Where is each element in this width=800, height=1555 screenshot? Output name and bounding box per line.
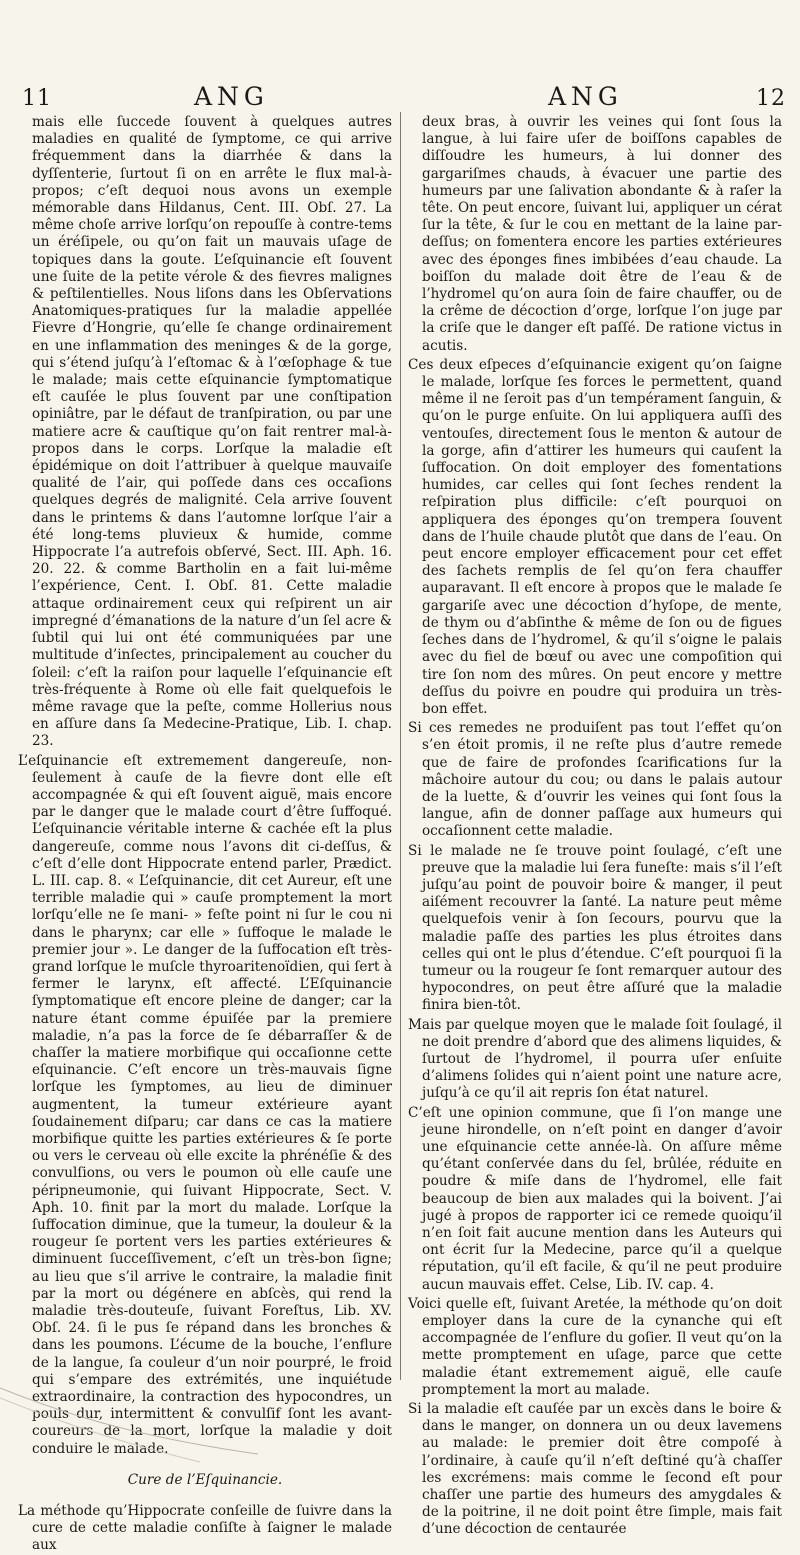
right-page-number: 12 [756, 86, 786, 111]
left-running-head: ANG [194, 82, 269, 111]
left-column [18, 114, 392, 1555]
paragraph: Si le malade ne ſe trouve point ſoulagé, c’eſt une preuve que la maladie lui ſera funeſte: mais s’il l’eſt juſqu’au point de pouvoir boire & manger, il peut aiſément recouvrer la ſanté. La nature peut même quelquefois venir à ſon ſecours, pourvu que la maladie paſſe des parties les plus étroites dans celles qui ont le plus d’étendue. C’eſt pourquoi ſi la tumeur ou la rougeur ſe ſont remarquer autour des hypocondres, on peut être aſſuré que la maladie finira bien-tôt. [408, 842, 782, 1014]
paragraph: C’eſt une opinion commune, que ſi l’on mange une jeune hirondelle, on n’eſt point en danger d’avoir une eſquinancie cette année-là. On aſſure même qu’étant conſervée dans du ſel, brûlée, réduite en poudre & miſe dans de l’hydromel, elle fait beaucoup de bien aux malades qui la boivent. J’ai jugé à propos de rapporter ici ce remede quoiqu’il n’en ſoit fait aucune mention dans les Auteurs qui ont écrit ſur la Medecine, parce qu’il a quelque réputation, qu’il eſt facile, & qu’il ne peut produire aucun mauvais effet. Celse, Lib. IV. cap. 4. [408, 1104, 782, 1293]
paragraph: Si ces remedes ne produiſent pas tout l’effet qu’on s’en étoit promis, il ne reſte plus d’autre remede que de faire de profondes ſcarifications ſur la mâchoire autour du cou; ou dans le palais autour de la luette, & d’ouvrir les veines qui ſont ſous la langue, afin de donner paſſage aux humeurs qui occaſionnent cette maladie. [408, 720, 782, 840]
right-running-head: ANG [548, 82, 623, 111]
left-page-number: 11 [22, 86, 52, 111]
paragraph: Voici quelle eſt, ſuivant Aretée, la méthode qu’on doit employer dans la cure de la cynanche qui eſt accompagnée de l’enflure du goſier. Il veut qu’on la mette promptement en uſage, parce que cette maladie étant extremement aiguë, elle cauſe promptement la mort au malade. [408, 1295, 782, 1398]
paragraph: Ces deux eſpeces d’eſquinancie exigent qu’on ſaigne le malade, lorſque ſes forces le permettent, quand même il ne ſeroit pas d’un tempérament ſanguin, & qu’on le purge enſuite. On lui appliquera auſſi des ventouſes, directement ſous le menton & autour de la gorge, afin d’attirer les humeurs qui cauſent la ſuffocation. On doit employer des fomentations humides, car celles qui ſont ſeches rendent la reſpiration plus difficile: c’eſt pourquoi on appliquera des éponges qu’on trempera ſouvent dans de l’huile chaude plutôt que dans de l’eau. On peut encore employer efficacement pour cet effet des ſachets remplis de ſel qu’on fera chauffer auparavant. Il eſt encore à propos que le malade ſe gargariſe avec une décoction d’hyſope, de mente, de thym ou d’abſinthe & même de ſon ou de figues ſeches dans de l’hydromel, & qu’il s’oigne le palais avec du fiel de bœuf ou avec une compoſition qui tire ſon nom des mûres. On peut encore y mettre deſſus du poivre en poudre qui produira un très-bon effet. [408, 356, 782, 717]
paper-crease-mark [0, 1384, 260, 1464]
paragraph: L’eſquinancie eſt extremement dangereuſe, non-ſeulement à cauſe de la fievre dont elle eſt accompagnée & qui eſt ſouvent aiguë, mais encore par le danger que le malade court d’être ſuffoqué. L’eſquinancie véritable interne & cachée eſt la plus dangereuſe, comme nous l’avons dit ci-deſſus, & c’eſt d’elle dont Hippocrate entend parler, Prædict. L. III. cap. 8. « L’eſquinancie, dit cet Aureur, eſt une terrible maladie qui » cauſe promptement la mort lorſqu’elle ne ſe mani- » feſte point ni ſur le cou ni dans le pharynx; car elle » ſuffoque le malade le premier jour ». Le danger de la ſuffocation eſt très-grand lorſque le muſcle thyroaritenoïdien, qui ſert à fermer le larynx, eſt affecté. L’Eſquinancie ſymptomatique eſt encore pleine de danger; car la nature étant comme épuiſée par la premiere maladie, n’a pas la force de ſe débarraſſer & de chaſſer la matiere morbifique qui occaſionne cette eſquinancie. C’eſt encore un très-mauvais ſigne lorſque les ſymptomes, au lieu de diminuer augmentent, la tumeur extérieure ayant ſoudainement diſparu; car dans ce cas la matiere morbifique quitte les parties extérieures & ſe porte ou vers le cerveau où elle excite la phrénéſie & des convulſions, ou vers le poumon où elle cauſe une péripneumonie, qui ſuivant Hippocrate, Sect. V. Aph. 10. finit par la mort du malade. Lorſque la ſuffocation diminue, que la tumeur, la douleur & la rougeur ſe portent vers les parties extérieures & diminuent ſucceſſivement, c’eſt un très-bon ſigne; au lieu que s’il arrive le contraire, la maladie finit par la mort ou dégénere en abſcès, qui rend la maladie très-douteuſe, ſuivant Foreſtus, Lib. XV. Obſ. 24. ſi le pus ſe répand dans les bronches & dans les poumons. L’écume de la bouche, l’enflure de la langue, ſa couleur d’un noir pourpré, le froid qui s’empare des extrémités, une inquiétude extraordinaire, la contraction des hypocondres, un pouls dur, intermittent & convulſif ſont les avant-coureurs de la mort, lorſque la maladie y doit conduire le malade. [18, 752, 392, 1457]
paragraph: Mais par quelque moyen que le malade ſoit ſoulagé, il ne doit prendre d’abord que des alimens liquides, & ſurtout de l’hydromel, il pourra uſer enſuite d’alimens ſolides qui n’aient point une nature acre, juſqu’à ce qu’il ait repris ſon état naturel. [408, 1016, 782, 1102]
page-header [0, 82, 800, 114]
paragraph: La méthode qu’Hippocrate conſeille de ſuivre dans la cure de cette maladie conſiſte à ſaigner le malade aux [18, 1503, 392, 1554]
paragraph: Si la maladie eſt cauſée par un excès dans le boire & dans le manger, on donnera un ou deux lavemens au malade: le premier doit être compoſé à l’ordinaire, à cauſe qu’il n’eſt deſtiné qu’à chaſſer les excrémens: mais comme le ſecond eſt pour chaſſer une partie des humeurs des amygdales & de la poitrine, il ne doit point être ſimple, mais fait d’une décoction de centaurée [408, 1401, 782, 1538]
section-heading: Cure de l’Eſquinancie. [127, 1471, 283, 1488]
paragraph: mais elle ſuccede ſouvent à quelques autres maladies en qualité de ſymptome, ce qui arrive fréquemment dans la diarrhée & dans la dyſſenterie, ſurtout ſi on en arrête le flux mal-à-propos; c’eſt dequoi nous avons un exemple mémorable dans Hildanus, Cent. III. Obſ. 27. La même choſe arrive lorſqu’on repouſſe à contre-tems un éréſipele, ou qu’on fait un mauvais uſage de topiques dans la goute. L’eſquinancie eſt ſouvent une ſuite de la petite vérole & des fievres malignes & peſtilentielles. Nous liſons dans les Obſervations Anatomiques-pratiques ſur la maladie appellée Fievre d’Hongrie, qu’elle ſe change ordinairement en une inflammation des meninges & de la gorge, qui s’étend juſqu’à l’eſtomac & à l’œſophage & tue le malade; mais cette eſquinancie ſymptomatique eſt cauſée le plus ſouvent par une conſtipation opiniâtre, par le défaut de tranſpiration, ou par une matiere acre & cauſtique qu’on fait rentrer mal-à-propos dans le corps. Lorſque la maladie eſt épidémique on doit l’attribuer à quelque mauvaiſe qualité de l’air, qui poſſede dans ces occaſions quelques degrés de malignité. Cela arrive ſouvent dans le printems & dans l’automne lorſque l’air a été long-tems pluvieux & humide, comme Hippocrate l’a autrefois obſervé, Sect. III. Aph. 16. 20. 22. & comme Bartholin en a fait lui-même l’expérience, Cent. I. Obſ. 81. Cette maladie attaque ordinairement ceux qui reſpirent un air impregné d’émanations de la nature d’un ſel acre & ſubtil qui lui ont été communiquées par une multitude d’inſectes, principalement au coucher du ſoleil: c’eſt la raiſon pour laquelle l’eſquinancie eſt très-fréquente à Rome où elle fait quelquefois le même ravage que la peſte, comme Hollerius nous en aſſure dans ſa Medecine-Pratique, Lib. I. chap. 23. [32, 114, 392, 750]
right-column [408, 114, 782, 1539]
column-divider [400, 112, 401, 1380]
paragraph: deux bras, à ouvrir les veines qui ſont ſous la langue, à lui faire uſer de boiſſons capables de diſſoudre les humeurs, à lui donner des gargariſmes chauds, à évacuer une partie des humeurs par une ſalivation abondante & à raſer la tête. On peut encore, ſuivant lui, appliquer un cérat ſur la tête, & ſur le cou en mettant de la laine par-deſſus; on fomentera encore les parties extérieures avec des éponges fines imbibées d’eau chaude. La boiſſon du malade doit être de l’eau & de l’hydromel qu’on aura ſoin de faire chauffer, ou de la crême de décoction d’orge, lorſque l’on juge par la criſe que le danger eſt paſſé. De ratione victus in acutis. [422, 114, 782, 354]
